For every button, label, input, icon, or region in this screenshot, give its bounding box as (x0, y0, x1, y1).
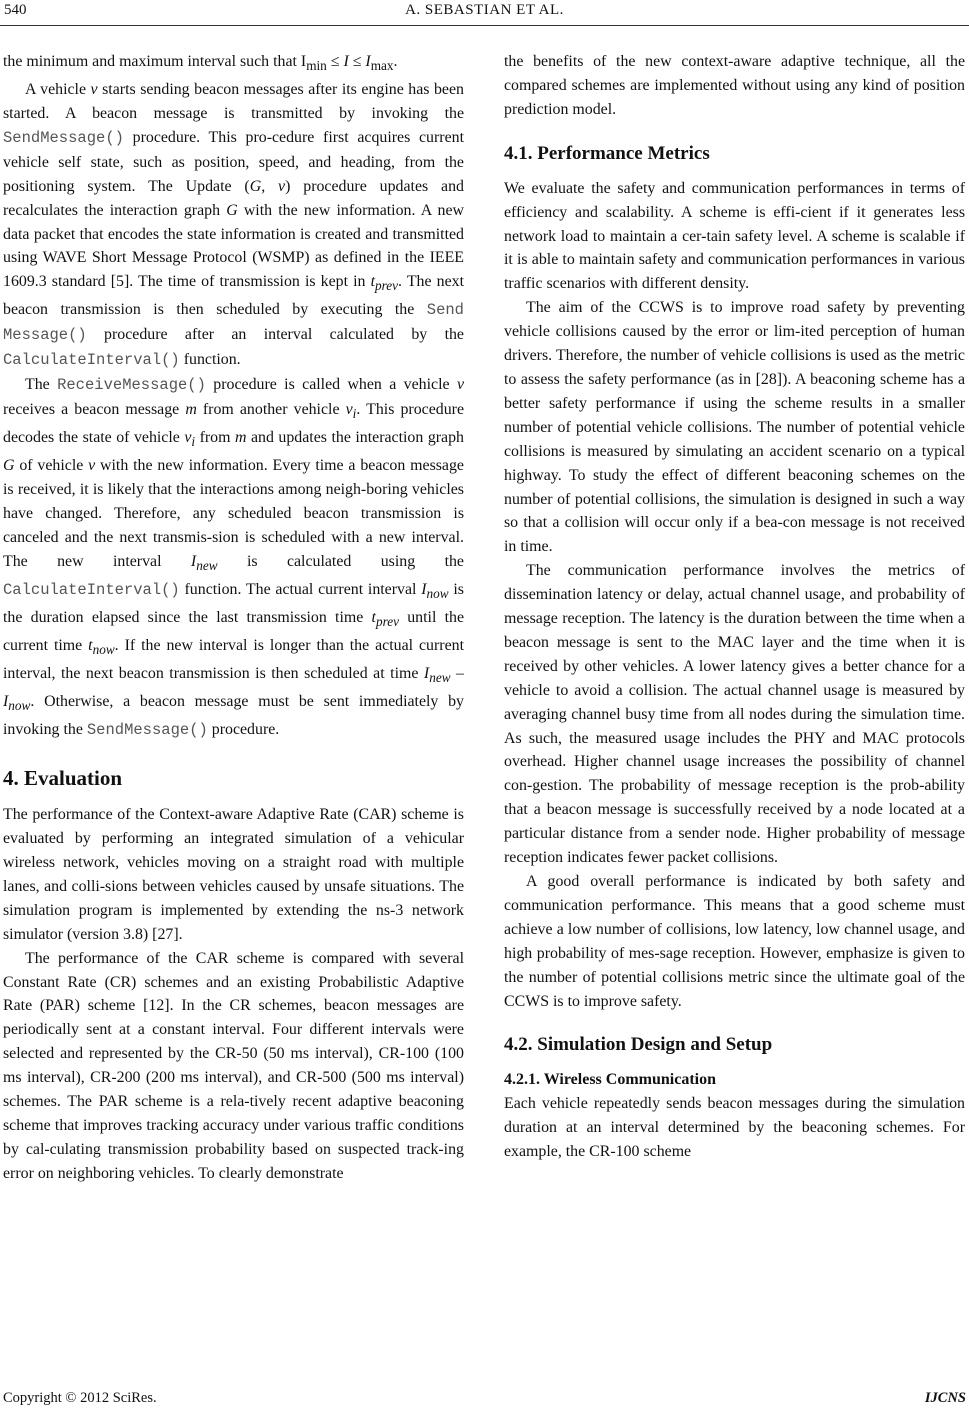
paragraph-receive-message: The ReceiveMessage() procedure is called when a vehicle v receives a beacon message m from another vehicle $v_i$. This procedure decodes the state of vehicle $v_i$ from m and updates the interaction graph G of vehicle v with the new information. Every time a beacon message is received, it is likely that the interactions among neigh-boring vehicles have changed. Therefore, any scheduled beacon transmission is canceled and the next transmis-sion is scheduled with a new interval. The new interval $I_{new}$ is calculated using the CalculateInterval() function. The actual current interval $I_{now}$ is the duration elapsed since the last transmission time $t_{prev}$ until the current time $t_{now}$. If the new interval is longer than the actual current interval, the next beacon transmission is then scheduled at time $I_{new} - I_{now}$. Otherwise, a beacon message must be sent immediately by invoking the SendMessage() procedure. (3, 376, 465, 740)
paragraph-benefits: the benefits of the new context-aware adaptive technique, all the compared schemes are implemented without using any kind of position prediction model. (504, 53, 965, 118)
section-heading-evaluation: 4. Evaluation (3, 766, 123, 791)
paragraph-wireless-communication: Each vehicle repeatedly sends beacon messages during the simulation duration at an interval determined by the beaconing schemes. For example, the CR-100 scheme (504, 1095, 965, 1161)
paragraph-evaluation-intro: The performance of the Context-aware Adaptive Rate (CAR) scheme is evaluated by performing an integrated simulation of a vehicular wireless network, vehicles moving on a straight road with multiple lanes, and colli-sions between vehicles caused by unsafe situations. The simulation program is implemented by extending the ns-3 network simulator (version 3.8) [27]. (3, 806, 464, 943)
paragraph-overall-performance: A good overall performance is indicated by both safety and communication performance. This means that a good scheme must achieve a low number of collisions, low latency, low channel usage, and high probability of mes-sage reception. However, emphasize is given to the number of potential collisions metric since the ultimate goal of the CCWS is to improve safety. (504, 873, 965, 1010)
paragraph-compared-schemes: The performance of the CAR scheme is compared with several Constant Rate (CR) schemes and an existing Probabilistic Adaptive Rate (PAR) scheme [12]. In the CR schemes, beacon messages are periodically sent at a constant interval. Four different intervals were selected and represented by the CR-50 (50 ms interval), CR-100 (100 ms interval), CR-200 (200 ms interval), and CR-500 (500 ms interval) schemes. The PAR scheme is a rela-tively recent adaptive beaconing scheme that improves tracking accuracy under various traffic conditions by cal-culating transmission probability based on suspected track-ing error on neighboring vehicles. To clearly demonstrate (3, 949, 464, 1182)
section-heading-simulation-design: 4.2. Simulation Design and Setup (504, 1034, 773, 1056)
running-title: A. SEBASTIAN ET AL. (405, 2, 564, 18)
paragraph-efficiency-scalability: We evaluate the safety and communication performances in terms of efficiency and scalability. A scheme is effi-cient if it generates less network load to maintain a cer-tain safety level. A scheme is scalable if it is able to maintain safety and communication performances in various traffic scenarios with different density. (504, 179, 965, 293)
right-column (504, 50, 965, 1164)
paragraph-send-message: A vehicle v starts sending beacon messages after its engine has been started. A beacon message is transmitted by invoking the SendMessage() procedure. This pro-cedure first acquires current vehicle self state, such as position, speed, and heading, from the positioning system. The Update (G, v) procedure updates and recalculates the interaction graph G with the new information. A new data packet that encodes the state information is created and transmitted using WAVE Short Message Protocol (WSMP) as defined in the IEEE 1609.3 standard [5]. The time of transmission is kept in $t_{prev}$. The next beacon transmission is then scheduled by executing the Send Message() procedure after an interval calculated by the CalculateInterval() function. (3, 81, 464, 370)
copyright-notice: Copyright © 2012 SciRes. (3, 1390, 157, 1406)
section-heading-wireless-communication: 4.2.1. Wireless Communication (504, 1071, 717, 1089)
journal-name: IJCNS (924, 1390, 966, 1406)
paragraph-interval-bounds: the minimum and maximum interval such that $I_{min} \le I \le I_{max}$. (3, 53, 398, 74)
paragraph-safety-performance: The aim of the CCWS is to improve road safety by preventing vehicle collisions caused by the error or lim-ited perception of human drivers. Therefore, the number of vehicle collisions is used as the metric to assess the safety performance (as in [28]). A beaconing scheme has a better safety performance if using the scheme results in a smaller number of potential vehicle collisions. The number of potential vehicle collisions is measured by simulating an accident scenario on a typical highway. To study the effect of different beaconing schemes on the number of potential collisions, the simulation is designed in such a way so that a collision will occur only if a bea-con message is not received in time. (504, 299, 965, 556)
page-number: 540 (4, 2, 27, 18)
section-heading-performance-metrics: 4.1. Performance Metrics (504, 142, 710, 164)
left-column (3, 50, 464, 1186)
header-rule (0, 25, 969, 26)
page-header (0, 0, 969, 24)
paragraph-communication-performance: The communication performance involves the metrics of dissemination latency or delay, actual channel usage, and probability of message reception. The latency is the duration between the time when a beacon message is sent to the MAC layer and the time when it is received by other vehicles. A lower latency gives a better chance for a vehicle to avoid a collision. The actual channel usage is measured by averaging channel busy time from all nodes during the simulation time. As such, the measured usage includes the PHY and MAC protocols overhead. Higher channel usage increases the possibility of channel con-gestion. The probability of message reception is the prob-ability that a beacon message is successfully received by a node located at a particular distance from a sender node. Higher probability of message reception indicates fewer packet collisions. (504, 562, 965, 867)
